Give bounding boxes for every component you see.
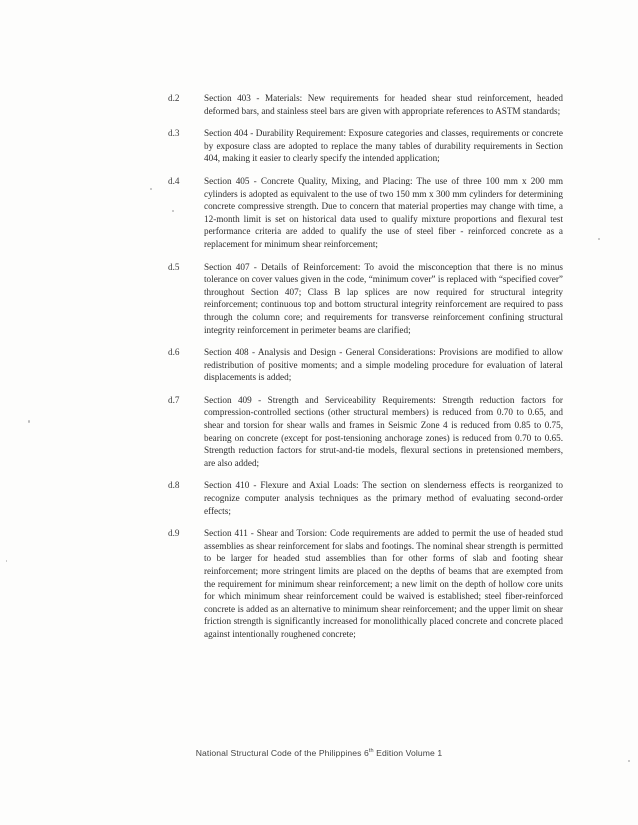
item-label: d.4 xyxy=(168,175,180,186)
item-label: d.3 xyxy=(168,128,180,139)
footer-text-end: Edition Volume 1 xyxy=(373,748,443,758)
list-item xyxy=(168,346,563,384)
list-item xyxy=(168,127,563,165)
item-label: d.2 xyxy=(168,93,180,103)
scan-speck xyxy=(28,420,30,423)
item-text: Section 407 - Details of Reinforcement: To avoid the misconception that there is no minus tolerance on cover values given in the code, “minimum cover” is replaced with “specified cover” throughout Section 407; Class B lap splices are now required for structural integrity reinforcement; continuous top and bottom structural integrity reinforcement are required to pass through the column core; and requirements for transverse reinforcement confining structural integrity reinforcement in perimeter beams are clarified; xyxy=(204,261,563,335)
list-item xyxy=(168,394,563,470)
scan-speck xyxy=(628,760,630,762)
item-label: d.5 xyxy=(168,261,180,272)
list-item xyxy=(168,261,563,337)
scan-speck xyxy=(150,188,152,190)
scan-speck xyxy=(598,238,600,240)
scan-speck xyxy=(6,560,7,562)
item-label: d.8 xyxy=(168,480,180,491)
list-item xyxy=(168,527,563,640)
item-text: Section 404 - Durability Requirement: Exposure categories and classes, requirements or concrete by exposure class are adopted to replace the many tables of durability requirements in Section 404, making it easier to clearly specify the intended application; xyxy=(204,128,563,164)
item-text: Section 409 - Strength and Serviceability Requirements: Strength reduction factors for compression-controlled sections (other structural members) is reduced from 0.70 to 0.65, and shear and torsion for shear walls and frames in Seismic Zone 4 is reduced from 0.85 to 0.75, bearing on concrete (except for post-tensioning anchorage zones) is reduced from 0.70 to 0.65. Strength reduction factors for strut-and-tie models, flexural sections in pretensioned members, are also added; xyxy=(204,394,563,468)
item-label: d.9 xyxy=(168,528,180,539)
list-item xyxy=(168,175,563,251)
footer-text: National Structural Code of the Philippines 6 xyxy=(195,748,369,758)
item-text: Section 403 - Materials: New requirements for headed shear stud reinforcement, headed deformed bars, and stainless steel bars are given with appropriate references to ASTM standards; xyxy=(204,93,563,116)
amendment-list xyxy=(168,92,563,651)
page-footer xyxy=(0,748,638,758)
item-text: Section 410 - Flexure and Axial Loads: The section on slenderness effects is reorganized to recognize computer analysis techniques as the primary method of evaluating second-order effects; xyxy=(204,480,563,516)
item-text: Section 405 - Concrete Quality, Mixing, and Placing: The use of three 100 mm x 200 mm cylinders is adopted as equivalent to the use of two 150 mm x 300 mm cylinders for determining concrete compressive strength. Due to concern that material properties may change with time, a 12-month limit is set on historical data used to qualify mixture proportions and flexural test performance criteria are added to qualify the use of steel fiber - reinforced concrete as a replacement for minimum shear reinforcement; xyxy=(204,175,563,249)
item-label: d.7 xyxy=(168,394,180,405)
list-item xyxy=(168,479,563,517)
item-text: Section 411 - Shear and Torsion: Code requirements are added to permit the use of headed stud assemblies as shear reinforcement for slabs and footings. The nominal shear strength is permitted to be larger for headed stud assemblies than for other forms of slab and footing shear reinforcement; more stringent limits are placed on the depths of beams that are exempted from the requirement for minimum shear reinforcement; a new limit on the depth of hollow core units for which minimum shear reinforcement could be waived is established; steel fiber-reinforced concrete is added as an alternative to minimum shear reinforcement; and the upper limit on shear friction strength is significantly increased for monolithically placed concrete and concrete placed against intentionally roughened concrete; xyxy=(204,528,563,639)
item-text: Section 408 - Analysis and Design - General Considerations: Provisions are modified to allow redistribution of positive moments; and a simple modeling procedure for evaluation of lateral displacements is added; xyxy=(204,347,563,383)
scan-speck xyxy=(172,210,174,212)
list-item xyxy=(168,92,563,117)
footer-superscript: th xyxy=(368,748,374,755)
item-label: d.6 xyxy=(168,347,180,358)
